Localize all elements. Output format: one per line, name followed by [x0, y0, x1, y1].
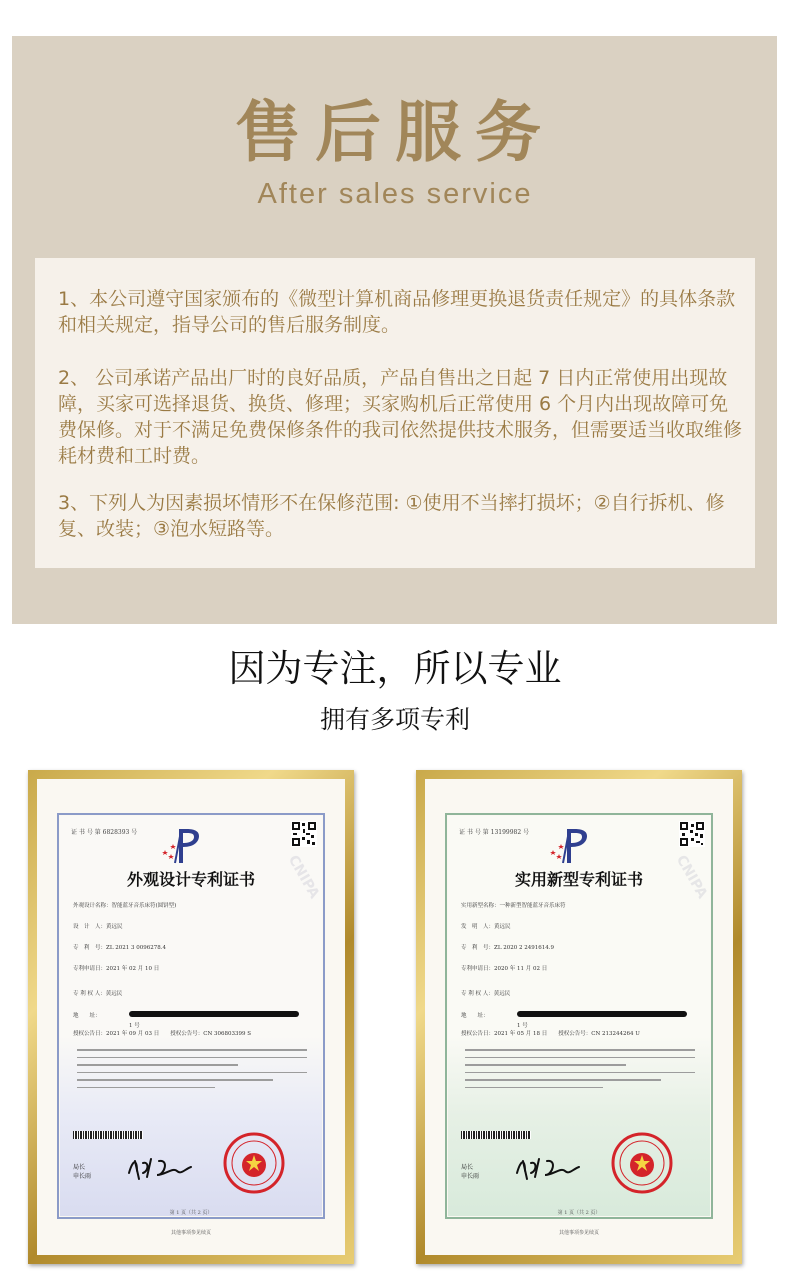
cnipa-emblem-icon — [537, 823, 601, 867]
field-designer: 设 计 人：黄远民 — [73, 924, 123, 930]
field-apply-date: 专利申请日：2021 年 02 月 10 日 — [73, 966, 160, 972]
field-address-tail: 1 号 — [517, 1023, 528, 1029]
field-design-name: 实用新型名称：一种新型智能蓝牙音乐床符 — [461, 903, 566, 909]
field-design-name: 外观设计名称：智能蓝牙音乐床符(圆饼型) — [73, 903, 177, 909]
cnipa-emblem-icon — [149, 823, 213, 867]
watermark: CNIPA — [284, 852, 323, 902]
section-subtitle-en: After sales service — [257, 178, 533, 210]
certificate-body-text — [77, 1043, 307, 1113]
director-label: 局长 申长雨 — [73, 1164, 92, 1180]
field-designer: 发 明 人：黄远民 — [461, 924, 511, 930]
qr-code-icon — [291, 821, 317, 847]
redacted-address — [517, 1011, 687, 1017]
certificate-footer: 其他事项参见续页 — [170, 1230, 211, 1236]
signature-icon — [513, 1153, 583, 1183]
certificate-design — [37, 779, 345, 1255]
certificate-title: 外观设计专利证书 — [126, 870, 255, 889]
policy-box — [35, 258, 755, 568]
certificate-utility — [425, 779, 733, 1255]
official-seal-icon — [222, 1131, 286, 1195]
director-label: 局长 申长雨 — [461, 1164, 480, 1180]
field-grant-date: 授权公告日：2021 年 09 月 03 日 授权公告号：CN 306803399 S — [73, 1031, 252, 1037]
certificate-footer: 其他事项参见续页 — [558, 1230, 599, 1236]
barcode-icon — [73, 1131, 143, 1139]
page-number: 第 1 页（共 2 页） — [557, 1210, 601, 1216]
watermark: CNIPA — [672, 852, 711, 902]
policy-item-2: 2、 公司承诺产品出厂时的良好品质，产品自售出之日起 7 日内正常使用出现故障，买家可选择退货、换货、修理；买家购机后正常使用 6 个月内出现故障可免费保修。对于不满足免费保修条件的我司依然提供技术服务，但需要适当收取维修耗材费和工时费。 — [58, 367, 743, 467]
qr-code-icon — [679, 821, 705, 847]
cert-number: 证 书 号 第 6828393 号 — [71, 829, 138, 836]
barcode-icon — [461, 1131, 531, 1139]
cert-number: 证 书 号 第 13199982 号 — [459, 829, 530, 836]
field-patentee: 专 利 权 人：黄远民 — [461, 991, 511, 997]
certificate-frame-utility — [416, 770, 742, 1264]
field-patent-no: 专 利 号：ZL 2020 2 2491614.9 — [461, 945, 554, 951]
policy-item-3: 3、下列人为因素损坏情形不在保修范围: ①使用不当摔打损坏；②自行拆机、修复、改装；③泡水短路等。 — [58, 492, 725, 540]
redacted-address — [129, 1011, 299, 1017]
official-seal-icon — [610, 1131, 674, 1195]
field-address: 地 址： — [461, 1013, 489, 1019]
field-grant-date: 授权公告日：2021 年 05 月 18 日 授权公告号：CN 213244264 U — [461, 1031, 640, 1037]
signature-icon — [125, 1153, 195, 1183]
slogan-heading: 因为专注，所以专业 — [228, 647, 562, 690]
page-number: 第 1 页（共 2 页） — [169, 1210, 213, 1216]
field-patent-no: 专 利 号：ZL 2021 3 0096278.4 — [73, 945, 166, 951]
certificate-title: 实用新型专利证书 — [514, 870, 643, 889]
patent-heading: 拥有多项专利 — [319, 705, 470, 734]
field-apply-date: 专利申请日：2020 年 11 月 02 日 — [461, 966, 548, 972]
certificate-body-text — [465, 1043, 695, 1113]
field-address-tail: 1 号 — [129, 1023, 140, 1029]
field-address: 地 址： — [73, 1013, 101, 1019]
section-title: 售后服务 — [235, 94, 555, 171]
certificate-frame-design — [28, 770, 354, 1264]
field-patentee: 专 利 权 人：黄远民 — [73, 991, 123, 997]
policy-item-1: 1、本公司遵守国家颁布的《微型计算机商品修理更换退货责任规定》的具体条款和相关规定，指导公司的售后服务制度。 — [58, 288, 736, 336]
